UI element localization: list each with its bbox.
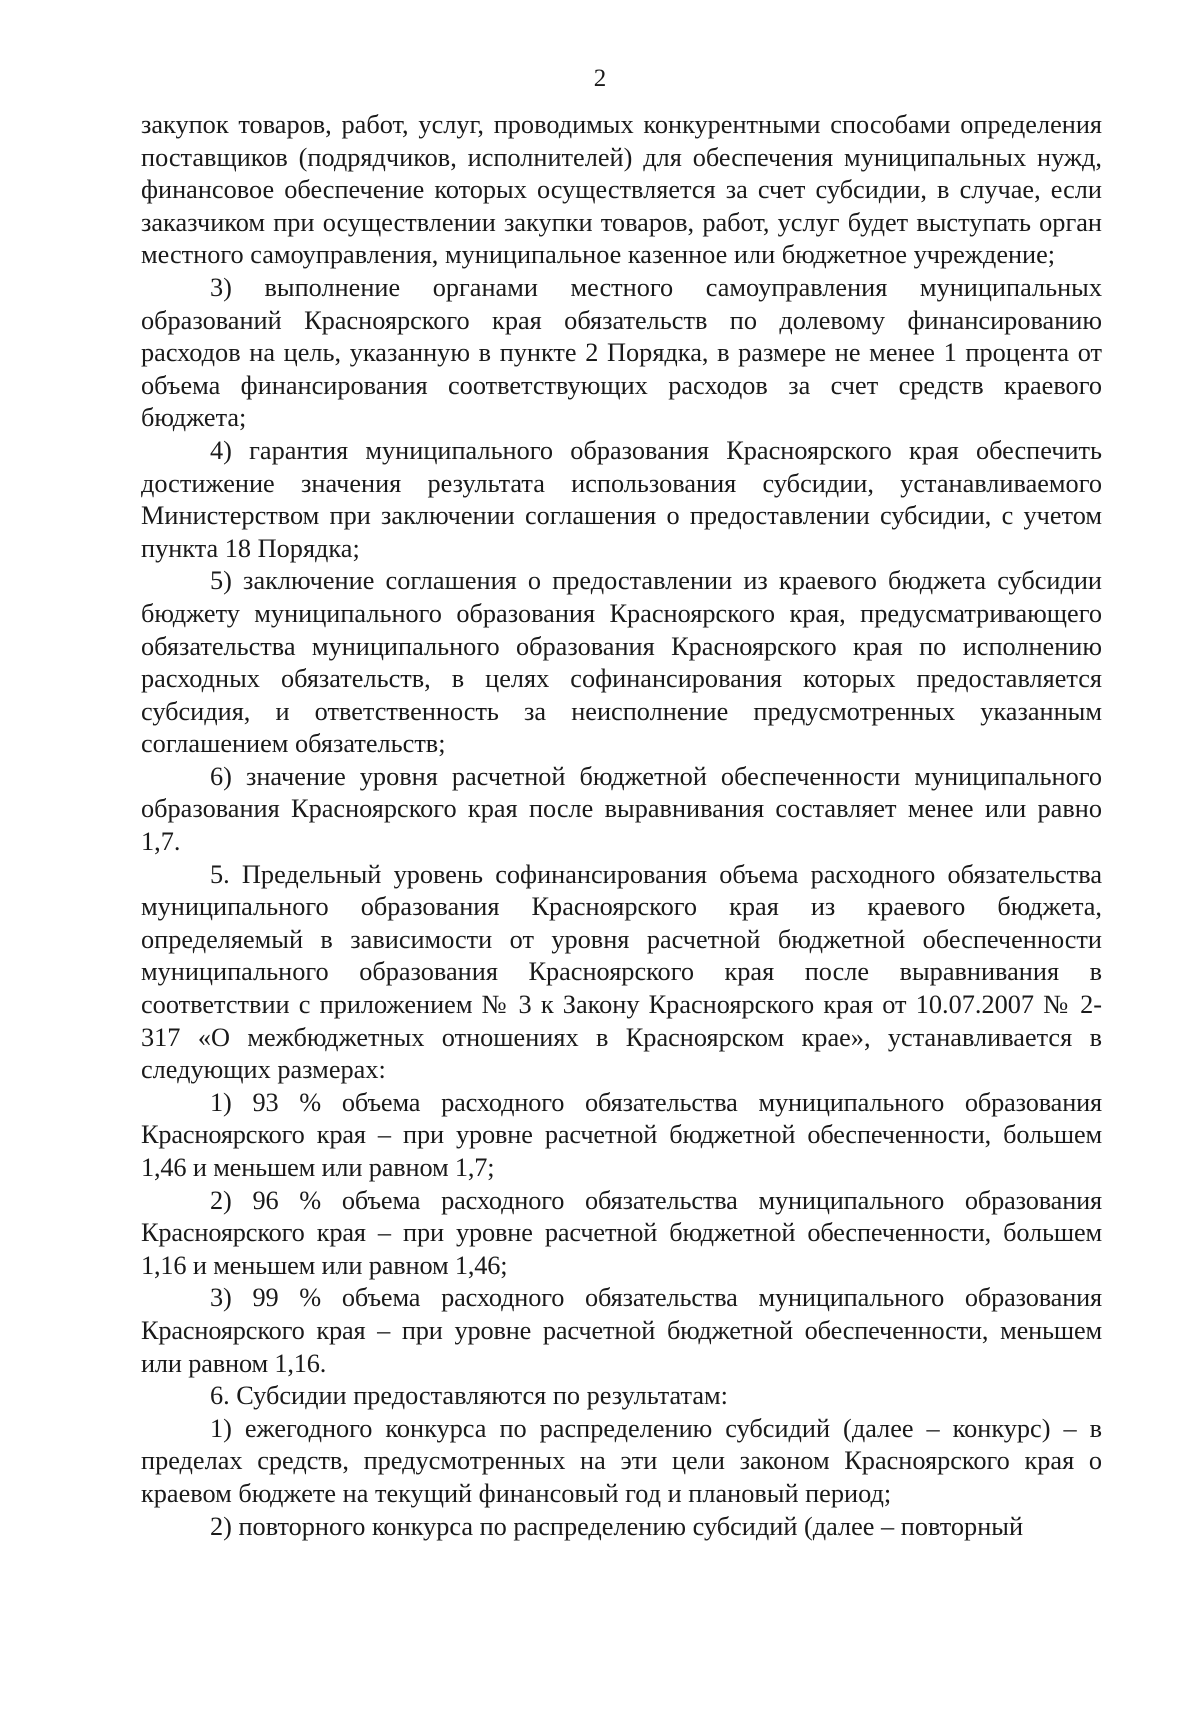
paragraph-annual-contest: 1) ежегодного конкурса по распределению субсидий (далее – конкурс) – в пределах средств, предусмотренных на эти цели законом Красноярского края о краевом бюджете на текущий финансовый год и плановый период;: [141, 1413, 1102, 1508]
paragraph-item-3-cofinancing-obligation: 3) выполнение органами местного самоуправления муниципальных образований Красноярского края обязательств по долевому финансированию расходов на цель, указанную в пункте 2 Порядка, в размере не менее 1 процента от объема финансирования соответствующих расходов за счет средств краевого бюджета;: [141, 272, 1102, 433]
paragraph-continuation: закупок товаров, работ, услуг, проводимых конкурентными способами определения поставщиков (подрядчиков, исполнителей) для обеспечения муниципальных нужд, финансовое обеспечение которых осуществляется за счет субсидии, в случае, если заказчиком при осуществлении закупки товаров, работ, услуг будет выступать орган местного самоуправления, муниципальное казенное или бюджетное учреждение;: [141, 110, 1102, 270]
paragraph-limit-99-percent: 3) 99 % объема расходного обязательства муниципального образования Красноярского края – при уровне расчетной бюджетной обеспеченности, меньшем или равном 1,16.: [141, 1283, 1102, 1378]
page-number: 2: [593, 65, 607, 92]
paragraph-limit-93-percent: 1) 93 % объема расходного обязательства муниципального образования Красноярского края – при уровне расчетной бюджетной обеспеченности, большем 1,46 и меньшем или равном 1,7;: [141, 1087, 1102, 1182]
paragraph-section-5-cofinancing-limit: 5. Предельный уровень софинансирования объема расходного обязательства муниципального образования Красноярского края из краевого бюджета, определяемый в зависимости от уровня расчетной бюджетной обеспеченности муниципального образования Красноярского края после выравнивания в соответствии с приложением № 3 к Закону Красноярского края от 10.07.2007 № 2-317 «О межбюджетных отношениях в Красноярском крае», устанавливается в следующих размерах:: [141, 859, 1102, 1085]
paragraph-item-6-budget-sufficiency: 6) значение уровня расчетной бюджетной обеспеченности муниципального образования Красноярского края после выравнивания составляет менее или равно 1,7.: [141, 761, 1102, 857]
paragraph-section-6-heading: 6. Субсидии предоставляются по результатам:: [210, 1381, 728, 1411]
paragraph-item-4-guarantee: 4) гарантия муниципального образования Красноярского края обеспечить достижение значения результата использования субсидии, устанавливаемого Министерством при заключении соглашения о предоставлении субсидии, с учетом пункта 18 Порядка;: [141, 435, 1102, 563]
paragraph-repeat-contest: 2) повторного конкурса по распределению субсидий (далее – повторный: [210, 1511, 1024, 1541]
document-body: [141, 109, 1102, 1543]
paragraph-item-5-agreement: 5) заключение соглашения о предоставлении из краевого бюджета субсидии бюджету муниципального образования Красноярского края, предусматривающего обязательства муниципального образования Красноярского края по исполнению расходных обязательств, в целях софинансирования которых предоставляется субсидия, и ответственность за неисполнение предусмотренных указанным соглашением обязательств;: [141, 566, 1102, 759]
paragraph-limit-96-percent: 2) 96 % объема расходного обязательства муниципального образования Красноярского края – при уровне расчетной бюджетной обеспеченности, большем 1,16 и меньшем или равном 1,46;: [141, 1185, 1102, 1280]
